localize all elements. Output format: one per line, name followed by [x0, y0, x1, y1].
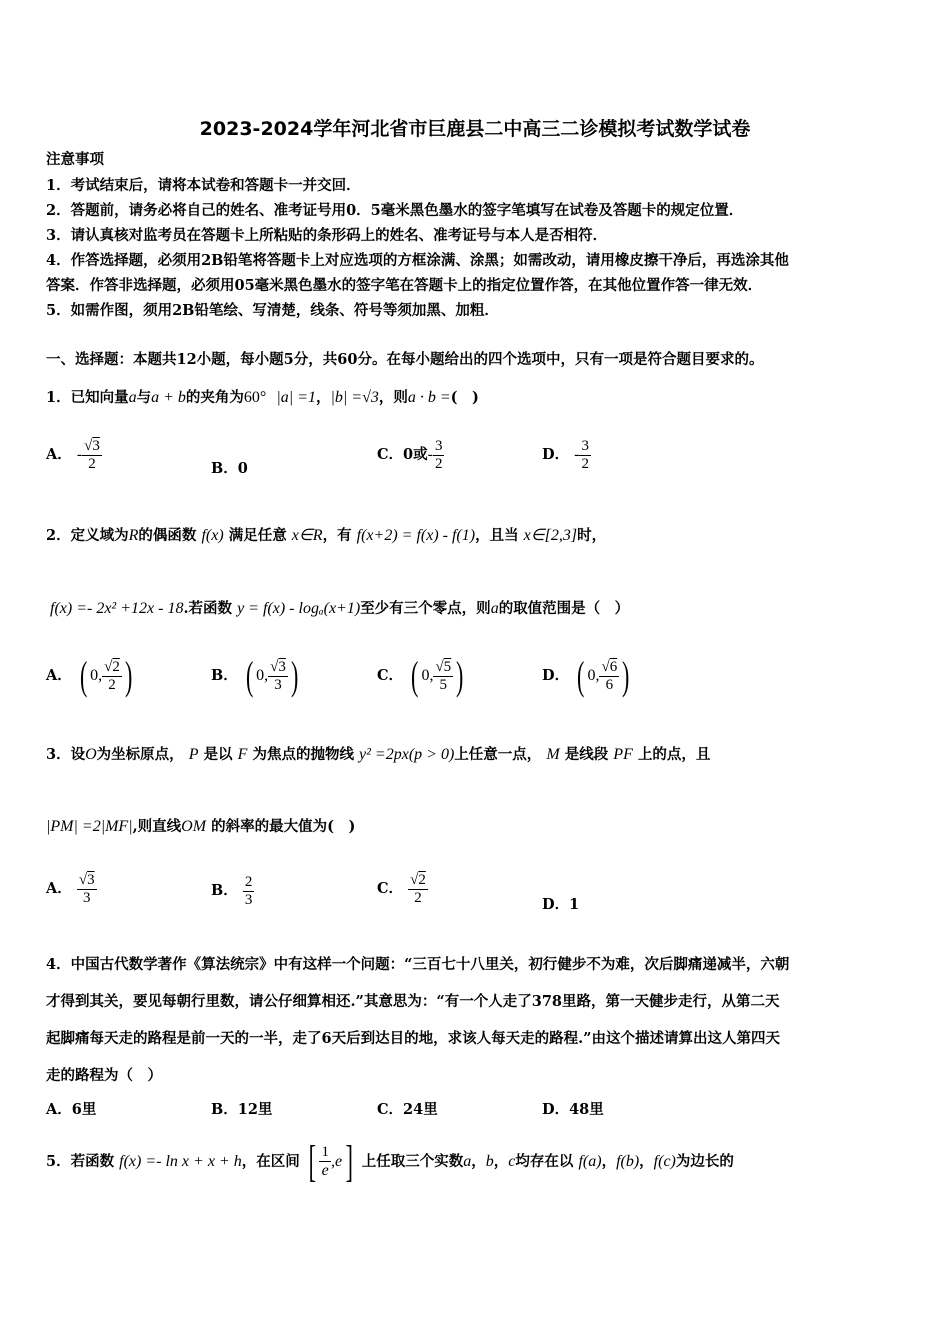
q1-option-c[interactable]: C．0或- $\frac{3}{2}$ — [377, 438, 443, 472]
q4-option-b[interactable]: B．12里 — [211, 1101, 273, 1118]
notice-heading: 注意事项 — [46, 151, 104, 168]
q1-option-a[interactable]: A． - $\frac{√3}{2}$ — [46, 438, 100, 472]
q3-option-c[interactable]: C． $\frac{√2}{2}$ — [377, 872, 426, 906]
question-4-line-3: 起脚痛每天走的路程是前一天的一半，走了6天后到达目的地，求该人每天走的路程.”由这个描述请算出这人第四天 — [46, 1030, 780, 1047]
q1-option-b[interactable]: B．0 — [211, 460, 248, 477]
section-heading: 一、选择题：本题共12小题，每小题5分，共60分。在每小题给出的四个选项中，只有一项是符合题目要求的。 — [46, 351, 764, 368]
q2-option-b[interactable]: B． ( 0, $\frac{√3}{3}$ ) — [211, 653, 299, 698]
question-2-stem-cont: f(x) =- 2x² +12x - 18.若函数 y = f(x) - logₐ(x+1)至少有三个零点，则a的取值范围是（ ） — [50, 600, 630, 617]
q2-option-a[interactable]: A． ( 0, $\frac{√2}{2}$ ) — [46, 653, 133, 698]
question-2-stem: 2．定义域为R的偶函数 f(x) 满足任意 x∈R，有 f(x+2) = f(x) - f(1)，且当 x∈[2,3]时， — [46, 527, 607, 544]
question-4-line-1: 4．中国古代数学著作《算法统宗》中有这样一个问题：“三百七十八里关，初行健步不为难，次后脚痛递减半，六朝 — [46, 956, 790, 973]
notice-item-4-cont: 答案．作答非选择题，必须用05毫米黑色墨水的签字笔在答题卡上的指定位置作答，在其他位置作答一律无效． — [46, 277, 763, 294]
q4-option-a[interactable]: A．6里 — [46, 1101, 97, 1118]
q3-option-b[interactable]: B． $\frac{2}{3}$ — [211, 874, 253, 908]
question-3-stem-cont: |PM| =2|MF|,则直线OM 的斜率的最大值为( ) — [46, 818, 356, 835]
question-5-stem: 5．若函数 f(x) =- ln x + x + h，在区间 [ $\frac{1}{e}$ ,e] 上任取三个实数a，b，c均存在以 f(a)，f(b)，f(c)为边长的 — [46, 1137, 734, 1186]
q2-option-c[interactable]: C． ( 0, $\frac{√5}{5}$ ) — [377, 653, 464, 698]
question-4-line-4: 走的路程为（ ） — [46, 1067, 162, 1084]
notice-item-5: 5．如需作图，须用2B铅笔绘、写清楚，线条、符号等须加黑、加粗． — [46, 302, 499, 319]
q2-option-d[interactable]: D． ( 0, $\frac{√6}{6}$ ) — [542, 653, 630, 698]
q4-option-c[interactable]: C．24里 — [377, 1101, 438, 1118]
page-title: 2023-2024学年河北省市巨鹿县二中高三二诊模拟考试数学试卷 — [199, 118, 751, 140]
question-1-stem: 1．已知向量a与a + b的夹角为60° |a| =1，|b| =√3，则a · b =( ) — [46, 389, 479, 406]
q4-option-d[interactable]: D．48里 — [542, 1101, 604, 1118]
question-3-stem: 3．设O为坐标原点， P 是以 F 为焦点的抛物线 y² =2px(p > 0)上任意一点， M 是线段 PF 上的点，且 — [46, 746, 711, 763]
q3-option-a[interactable]: A． $\frac{√3}{3}$ — [46, 872, 95, 906]
q1-option-d[interactable]: D． - $\frac{3}{2}$ — [542, 438, 589, 472]
q3-option-d[interactable]: D．1 — [542, 896, 580, 913]
notice-item-3: 3．请认真核对监考员在答题卡上所粘贴的条形码上的姓名、准考证号与本人是否相符． — [46, 227, 608, 244]
notice-item-4: 4．作答选择题，必须用2B铅笔将答题卡上对应选项的方框涂满、涂黑；如需改动，请用橡皮擦干净后，再选涂其他 — [46, 252, 789, 269]
notice-item-1: 1．考试结束后，请将本试卷和答题卡一并交回． — [46, 177, 361, 194]
question-4-line-2: 才得到其关，要见每朝行里数，请公仔细算相还.”其意思为：“有一个人走了378里路，第一天健步走行，从第二天 — [46, 993, 780, 1010]
notice-item-2: 2．答题前，请务必将自己的姓名、准考证号用0．5毫米黑色墨水的签字笔填写在试卷及答题卡的规定位置． — [46, 202, 744, 219]
